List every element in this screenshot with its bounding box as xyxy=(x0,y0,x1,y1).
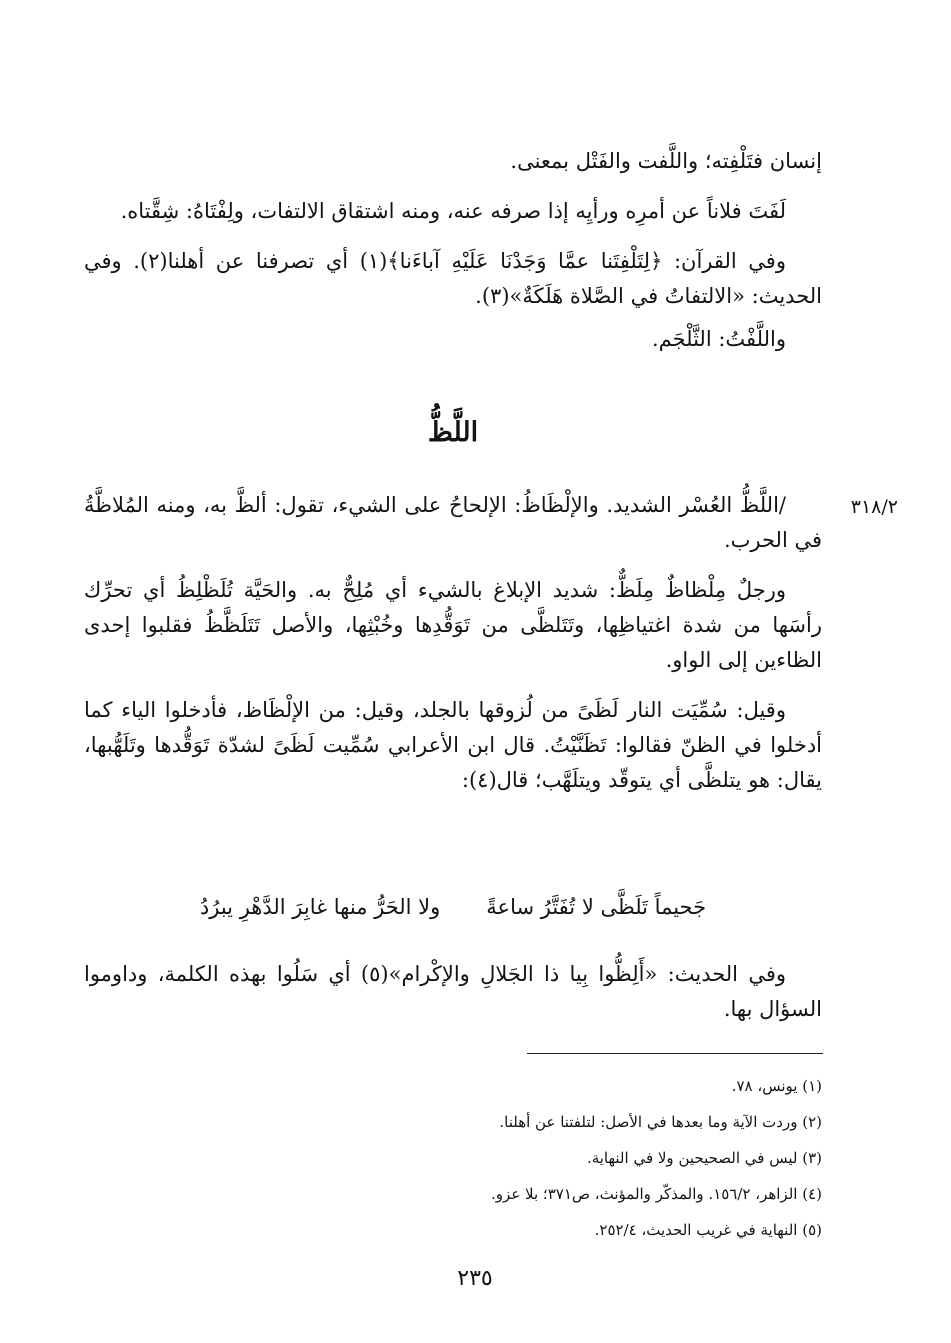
page-number: ٢٣٥ xyxy=(457,1266,493,1291)
footnote-2: (٢) وردت الآية وما بعدها في الأصل: لتلفتنا عن أهلنا. xyxy=(499,1113,822,1131)
footnotes xyxy=(84,1068,822,1248)
paragraph-quran-hadith: وفي القرآن: ﴿لِتَلْفِتَنا عمَّا وَجَدْنَا عَلَيْهِ آباءَنا﴾(١) أي تصرفنا عن أهلنا(٢). وفي الحديث: «الالتفاتُ في الصَّلاة هَلَكَةٌ»(٣). xyxy=(84,249,822,308)
end-text-block xyxy=(84,957,822,1042)
paragraph-continuation: إنسان فتَلْفِته؛ واللَّفت والفَتْل بمعنى. xyxy=(510,149,822,173)
paragraph-lafata: لَفَتَ فلاناً عن أمرِه ورأيِه إذا صرفه عنه، ومنه اشتقاق الالتفات، ولِفْتَاهُ: شِقَّتاه. xyxy=(120,199,786,223)
footnote-separator xyxy=(527,1053,823,1054)
margin-reference: ٣١٨/٢ xyxy=(850,496,898,518)
footnote-4: (٤) الزاهر، ١٥٦/٢. والمذكّر والمؤنث، ص٣٧١؛ بلا عزو. xyxy=(491,1185,822,1203)
verse-first-hemistich: جَحيماً تَلَظَّى لا تُفَتَّرُ ساعةً xyxy=(486,895,707,919)
paragraph-hadith-alizzu: وفي الحديث: «أَلِظُّوا بِيا ذا الجَلالِ والإكْرام»(٥) أي سَلُوا بهذه الكلمة، وداوموا السؤال بها. xyxy=(84,962,822,1021)
footnote-5: (٥) النهاية في غريب الحديث، ٢٥٢/٤. xyxy=(594,1221,822,1239)
poetry-verse xyxy=(84,895,822,919)
main-text-block xyxy=(84,488,822,813)
top-text-block xyxy=(84,144,822,372)
footnote-3: (٣) ليس في الصحيحين ولا في النهاية. xyxy=(586,1149,822,1167)
verse-second-hemistich: ولا الحَرُّ منها غابِرَ الدَّهْرِ يبرُدُ xyxy=(199,895,441,919)
footnote-1: (١) يونس، ٧٨. xyxy=(731,1077,822,1095)
paragraph-allaft: واللَّفْتُ: الثَّلْجَم. xyxy=(651,327,786,351)
paragraph-laza: وقيل: سُمِّيَت النار لَظَىً من لُزوقها بالجلد، وقيل: من الإلْظَاظ، فأدخلوا الياء كما أدخلوا في الظنّ فقالوا: تَظَنَّيْتُ. قال ابن الأعرابي سُمِّيت لَظَىً لشدّة تَوَقُّدها وتَلَهُّبها، يقال: هو يتلظَّى أي يتوقّد ويتلَهَّب؛ قال(٤): xyxy=(84,698,822,792)
entry-heading: اللَّظُّ xyxy=(427,417,479,448)
paragraph-milzaz: ورجلٌ مِلْظاظٌ مِلَظٌّ: شديد الإبلاغ بالشيء أي مُلِحٌّ به. والحَيَّة تُلَظْلِظُ أي تحرِّك رأسَها من شدة اغتياظِها، وتَتَلظَّى من تَوَقُّدِها وخُبْثِها، والأصل تَتَلَظَّظُ فقلبوا إحدى الظاءين إلى الواو. xyxy=(84,578,822,672)
paragraph-allazz: /اللَّظُّ العُسْر الشديد. والإلْظَاظُ: الإلحاحُ على الشيء، تقول: ألظَّ به، ومنه المُلاظَّةُ في الحرب. xyxy=(84,493,822,552)
